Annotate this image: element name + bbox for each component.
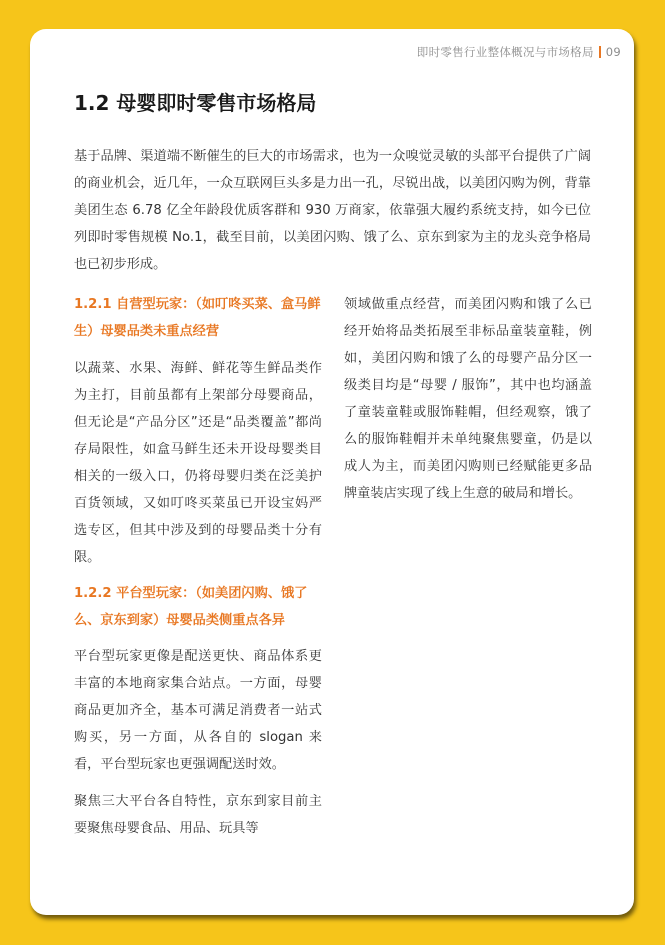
page-number: 09 [605, 45, 621, 59]
subsection-2-paragraph-2-continued [344, 291, 592, 507]
subsection-2-paragraph-1: 平台型玩家更像是配送更快、商品体系更丰富的本地商家集合站点。一方面，母婴商品更加齐全，基本可满足消费者一站式购买，另一方面，从各自的 slogan 来看，平台型玩家也更强调配送时效。 [74, 649, 322, 772]
subsection-2-paragraph-2-start [74, 788, 322, 842]
intro-paragraph: 基于品牌、渠道端不断催生的巨大的市场需求，也为一众嗅觉灵敏的头部平台提供了广阔的商业机会，近几年，一众互联网巨头多是力出一孔，尽锐出战，以美团闪购为例，背靠美团生态 6.78 亿全年龄段优质客群和 930 万商家，依靠强大履约系统支持，如今已位列即时零售规模 No.1，截至目前，以美团闪购、饿了么、京东到家为主的龙头竞争格局也已初步形成。 [74, 149, 591, 272]
page-card [30, 29, 634, 915]
subsection-2-paragraph-2-rest: 领域做重点经营，而美团闪购和饿了么已经开始将品类拓展至非标品童装童鞋，例如，美团闪购和饿了么的母婴产品分区一级类目均是“母婴 / 服饰”，其中也均涵盖了童装童鞋或服饰鞋帽，但经观察，饿了么的服饰鞋帽并未单纯聚焦婴童，仍是以成人为主，而美团闪购则已经赋能更多品牌童装店实现了线上生意的破局和增长。 [344, 297, 592, 501]
subsection-1-paragraph: 以蔬菜、水果、海鲜、鲜花等生鲜品类作为主打，目前虽都有上架部分母婴商品，但无论是“产品分区”还是“品类覆盖”都尚存局限性，如盒马鲜生还未开设母婴类目相关的一级入口，仍将母婴归类在泛美护百货领域，又如叮咚买菜虽已开设宝妈严选专区，但其中涉及到的母婴品类十分有限。 [74, 361, 322, 565]
subsection-2-paragraph-2: 聚焦三大平台各自特性，京东到家目前主要聚焦母婴食品、用品、玩具等 [74, 794, 322, 836]
right-column [344, 291, 592, 507]
running-head [417, 44, 621, 60]
running-head-title: 即时零售行业整体概况与市场格局 [416, 45, 594, 59]
subsection-1-heading: 1.2.1 自营型玩家：（如叮咚买菜、盒马鲜生）母婴品类未重点经营 [74, 297, 321, 339]
subsection-2-heading: 1.2.2 平台型玩家：（如美团闪购、饿了么、京东到家）母婴品类侧重点各异 [74, 586, 308, 628]
running-head-divider [599, 46, 601, 58]
left-column [74, 291, 322, 842]
section-title: 1.2 母婴即时零售市场格局 [74, 91, 317, 115]
